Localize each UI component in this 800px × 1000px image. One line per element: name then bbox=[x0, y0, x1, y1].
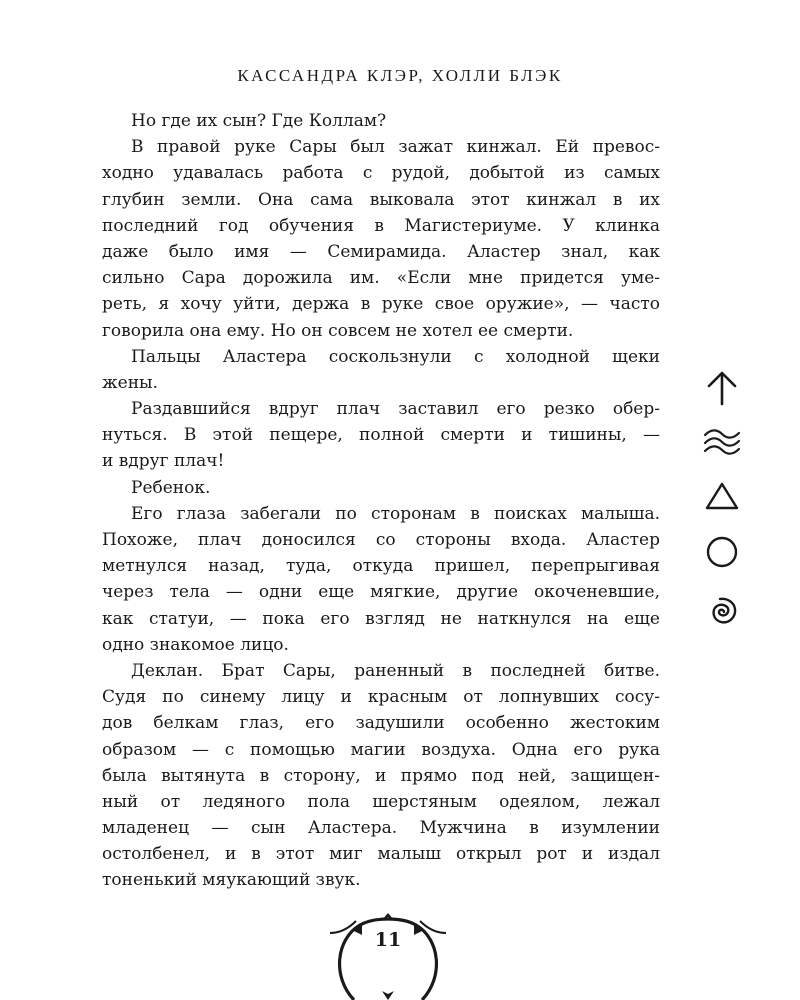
text-line: Судя по синему лицу и красным от лопнувших сосу- bbox=[102, 687, 660, 708]
text-line: говорила она ему. Но он совсем не хотел ее смерти. bbox=[102, 320, 574, 341]
page-number: 11 bbox=[374, 929, 402, 951]
text-line: метнулся назад, туда, откуда пришел, перепрыгивая bbox=[102, 556, 660, 577]
ornament-frame-icon bbox=[326, 905, 450, 1000]
text-line: сильно Сара дорожила им. «Если мне придется уме- bbox=[102, 268, 660, 289]
text-line: глубин земли. Она сама выковала этот кинжал в их bbox=[102, 189, 660, 210]
text-line: жены. bbox=[102, 372, 158, 393]
text-line: Но где их сын? Где Коллам? bbox=[131, 111, 387, 131]
text-line: дов белкам глаз, его задушили особенно жестоким bbox=[102, 713, 660, 734]
text-line: Пальцы Аластера соскользнули с холодной щеки bbox=[131, 346, 660, 367]
page-number-ornament bbox=[326, 905, 450, 1000]
fire-arrow-icon bbox=[696, 368, 748, 408]
text-line: В правой руке Сары был зажат кинжал. Ей превос- bbox=[131, 137, 660, 158]
air-waves-icon bbox=[696, 422, 748, 462]
text-line: ный от ледяного пола шерстяным одеялом, лежал bbox=[102, 791, 660, 812]
text-line: реть, я хочу уйти, держа в руке свое оружие», — часто bbox=[102, 294, 660, 315]
text-line: младенец — сын Аластера. Мужчина в изумлении bbox=[102, 818, 660, 839]
running-head: КАССАНДРА КЛЭР, ХОЛЛИ БЛЭК bbox=[237, 66, 563, 85]
text-line: Ребенок. bbox=[131, 477, 211, 498]
text-line: нуться. В этой пещере, полной смерти и тишины, — bbox=[102, 425, 660, 446]
text-line: остолбенел, и в этот миг малыш открыл рот и издал bbox=[102, 844, 660, 865]
text-line: как статуи, — пока его взгляд не наткнулся на еще bbox=[102, 608, 660, 629]
text-line: ходно удавалась работа с рудой, добытой из самых bbox=[102, 163, 660, 184]
text-line: Раздавшийся вдруг плач заставил его резко обер- bbox=[131, 399, 660, 420]
earth-triangle-icon bbox=[696, 476, 748, 516]
text-line: образом — с помощью магии воздуха. Одна его рука bbox=[102, 739, 660, 760]
water-spiral-icon bbox=[696, 592, 748, 632]
text-line: и вдруг плач! bbox=[102, 451, 225, 472]
text-line: Похоже, плач доносился со стороны входа. Аластер bbox=[102, 530, 660, 550]
text-line: Деклан. Брат Сары, раненный в последней битве. bbox=[131, 660, 660, 681]
text-line: тоненький мяукающий звук. bbox=[102, 870, 361, 891]
void-circle-icon bbox=[696, 532, 748, 572]
text-line: одно знакомое лицо. bbox=[102, 634, 289, 655]
text-line: была вытянута в сторону, и прямо под ней, защищен- bbox=[102, 765, 660, 786]
text-line: последний год обучения в Магистериуме. У клинка bbox=[102, 215, 660, 236]
body-text bbox=[102, 108, 660, 894]
text-line: даже было имя — Семирамида. Аластер знал, как bbox=[102, 241, 660, 262]
text-line: через тела — одни еще мягкие, другие окоченевшие, bbox=[102, 582, 660, 603]
text-line: Его глаза забегали по сторонам в поисках малыша. bbox=[131, 503, 660, 524]
